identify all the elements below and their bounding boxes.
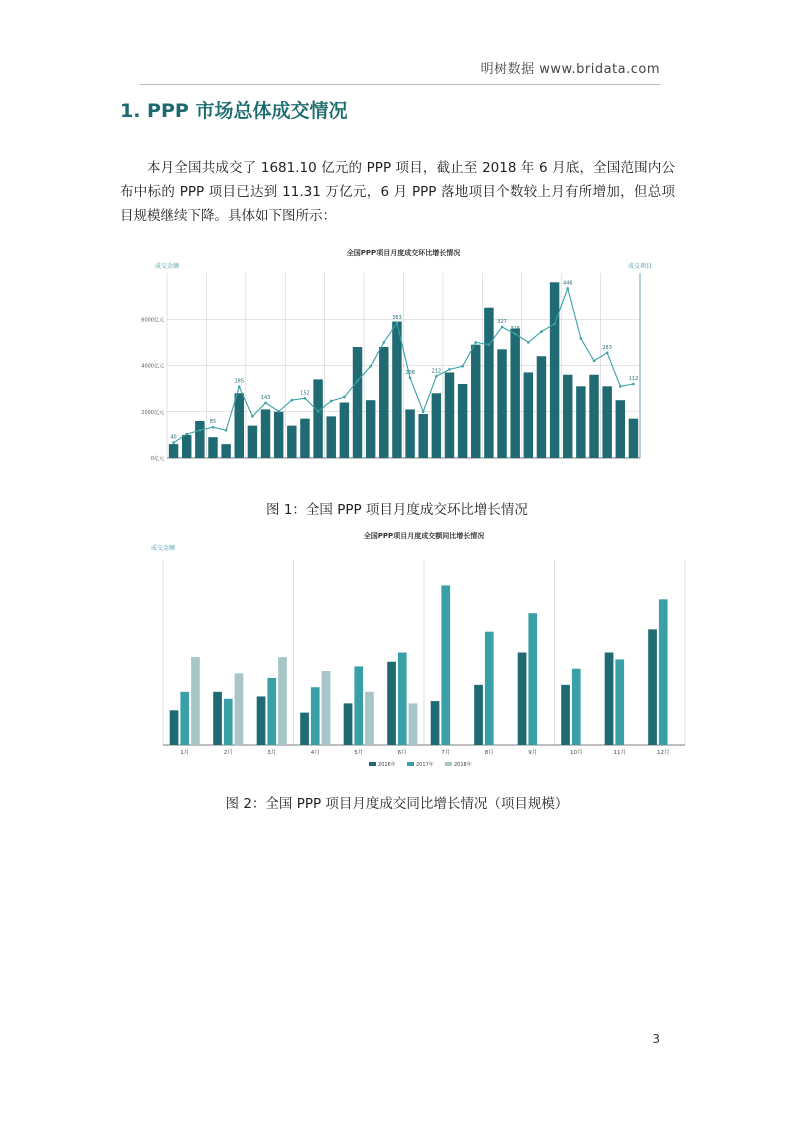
bar-amount	[524, 372, 533, 458]
line-point	[238, 385, 241, 388]
bar-amount	[195, 421, 204, 458]
bar-amount	[405, 409, 414, 458]
line-point	[593, 360, 596, 363]
line-point	[277, 410, 280, 413]
line-point	[619, 385, 622, 388]
x-tick-label: 1月	[180, 750, 190, 756]
figure-1-caption: 图 1：全国 PPP 项目月度成交环比增长情况	[266, 502, 528, 518]
chart-monthly-mom-svg	[141, 243, 665, 488]
bar-amount	[353, 347, 362, 458]
x-tick-label: 8月	[484, 750, 494, 756]
chart-title: 全国PPP项目月度成交额同比增长情况	[363, 532, 485, 540]
bar-2	[409, 703, 418, 745]
line-point	[185, 433, 188, 436]
bar-0	[561, 685, 570, 745]
x-tick-label: 3月	[267, 750, 277, 756]
bar-1	[528, 613, 537, 745]
line-point	[225, 429, 228, 432]
line-point	[606, 351, 609, 354]
line-data-label: 112	[628, 376, 639, 382]
bar-2	[191, 657, 200, 745]
line-point	[356, 380, 359, 383]
line-data-label: 185	[234, 378, 245, 385]
bar-amount	[235, 393, 244, 458]
body-paragraph: 本月全国共成交了 1681.10 亿元的 PPP 项目，截止至 2018 年 6 月底，全国范围内公布中标的 PPP 项目已达到 11.31 万亿元，6 月 PPP 落地项目个数较上月有所增加，但总项目规模继续下降。具体如下图所示：	[120, 160, 675, 224]
bar-2	[278, 657, 287, 745]
line-point	[553, 323, 556, 326]
bar-0	[213, 692, 222, 745]
bar-1	[311, 687, 320, 745]
bar-0	[300, 713, 309, 745]
bar-amount	[629, 419, 638, 458]
y-tick-label: 2000亿元	[141, 409, 164, 416]
x-tick-label: 11月	[613, 750, 626, 756]
chart-monthly-mom	[141, 243, 665, 488]
line-point	[540, 330, 543, 333]
bar-amount	[589, 375, 598, 458]
x-tick-label: 5月	[354, 750, 364, 756]
bar-amount	[471, 345, 480, 458]
x-tick-label: 9月	[528, 750, 538, 756]
bar-2	[322, 671, 331, 745]
bar-0	[474, 685, 483, 745]
legend-swatch	[445, 762, 452, 766]
line-point	[488, 343, 491, 346]
bar-amount	[300, 419, 309, 458]
bar-amount	[616, 400, 625, 458]
bar-2	[235, 673, 244, 745]
legend-swatch	[369, 762, 376, 766]
bar-1	[441, 585, 450, 745]
y-axis-label: 成交金额	[154, 263, 180, 270]
bar-0	[518, 653, 527, 746]
figure-2-caption: 图 2：全国 PPP 项目月度成交同比增长情况（项目规模）	[225, 796, 569, 812]
line-point	[172, 441, 175, 444]
bar-amount	[221, 444, 230, 458]
line-point	[632, 383, 635, 386]
line-point	[527, 341, 530, 344]
line-point	[566, 287, 569, 290]
y-tick-label: 4000亿元	[141, 363, 164, 370]
line-data-label: 85	[209, 419, 217, 426]
bar-amount	[458, 384, 467, 458]
bar-amount	[379, 347, 388, 458]
bar-0	[344, 703, 353, 745]
legend-label: 2017年	[416, 762, 434, 768]
chart-monthly-yoy-svg	[145, 530, 695, 770]
line-data-label: 327	[497, 318, 507, 325]
bar-1	[267, 678, 276, 745]
line-data-label: 363	[392, 315, 402, 322]
bar-amount	[261, 409, 270, 458]
line-data-label: 283	[602, 344, 612, 351]
x-tick-label: 10月	[570, 750, 583, 756]
chart-monthly-yoy	[145, 530, 695, 770]
bar-amount	[484, 308, 493, 458]
bar-amount	[563, 375, 572, 458]
line-data-label: 212	[431, 368, 442, 375]
line-point	[343, 396, 346, 399]
bar-0	[605, 653, 614, 746]
line-data-label: 446	[562, 280, 573, 287]
y2-axis-label: 成交项目	[627, 263, 653, 270]
header-brand: 明树数据 www.bridata.com	[480, 62, 660, 77]
line-point	[422, 410, 425, 413]
bar-0	[387, 662, 396, 745]
bar-0	[170, 710, 179, 745]
bar-amount	[313, 379, 322, 458]
line-point	[474, 341, 477, 344]
line-point	[461, 365, 464, 368]
bar-amount	[418, 414, 427, 458]
line-point	[435, 375, 438, 378]
bar-amount	[445, 372, 454, 458]
line-data-label: 316	[510, 325, 520, 332]
bar-1	[354, 666, 363, 745]
legend-label: 2016年	[378, 762, 396, 768]
x-tick-label: 6月	[397, 750, 407, 756]
bar-amount	[287, 426, 296, 458]
line-point	[291, 399, 294, 402]
bar-amount	[510, 329, 519, 459]
bar-1	[180, 692, 189, 745]
bar-amount	[392, 322, 401, 458]
line-data-label: 208	[405, 369, 415, 376]
x-tick-label: 2月	[223, 750, 233, 756]
line-point	[514, 333, 517, 336]
bar-amount	[432, 393, 441, 458]
x-tick-label: 7月	[441, 750, 451, 756]
line-point	[251, 415, 254, 418]
line-data-label: 40	[170, 434, 177, 441]
bar-amount	[550, 282, 559, 458]
section-title: 1. PPP 市场总体成交情况	[120, 100, 348, 122]
bar-amount	[497, 349, 506, 458]
legend-label: 2018年	[454, 762, 472, 768]
line-point	[580, 337, 583, 340]
line-point	[382, 341, 385, 344]
page-number: 3	[652, 1032, 660, 1046]
bar-amount	[248, 426, 257, 458]
bar-amount	[340, 403, 349, 459]
y-axis-label: 成交金额	[150, 545, 176, 552]
bar-amount	[366, 400, 375, 458]
line-point	[304, 397, 307, 400]
bar-1	[224, 699, 233, 745]
line-point	[330, 400, 333, 403]
header-divider	[140, 84, 660, 85]
bar-1	[572, 669, 581, 745]
bar-amount	[274, 412, 283, 458]
bar-amount	[182, 435, 191, 458]
bar-amount	[327, 416, 336, 458]
line-point	[317, 410, 320, 413]
bar-0	[257, 696, 266, 745]
y-tick-label: 0亿元	[150, 456, 164, 462]
line-point	[409, 377, 412, 380]
bar-amount	[537, 356, 546, 458]
line-point	[212, 426, 215, 429]
line-point	[199, 429, 202, 432]
bar-1	[398, 653, 407, 746]
line-point	[501, 326, 504, 329]
bar-amount	[602, 386, 611, 458]
line-data-label: 143	[260, 394, 271, 401]
bar-amount	[576, 386, 585, 458]
bar-amount	[169, 444, 178, 458]
y-tick-label: 6000亿元	[141, 317, 164, 324]
legend-swatch	[407, 762, 414, 766]
bar-0	[431, 701, 440, 745]
line-data-label: 152	[300, 390, 310, 397]
line-point	[396, 322, 399, 325]
chart-title: 全国PPP项目月度成交环比增长情况	[346, 249, 461, 257]
line-point	[369, 365, 372, 368]
bar-amount	[208, 437, 217, 458]
x-tick-label: 4月	[310, 750, 320, 756]
line-point	[264, 402, 267, 405]
bar-1	[485, 632, 494, 745]
x-tick-label: 12月	[657, 750, 670, 756]
line-point	[448, 368, 451, 371]
bar-2	[365, 692, 374, 745]
bar-1	[615, 659, 624, 745]
bar-1	[659, 599, 668, 745]
bar-0	[648, 629, 657, 745]
